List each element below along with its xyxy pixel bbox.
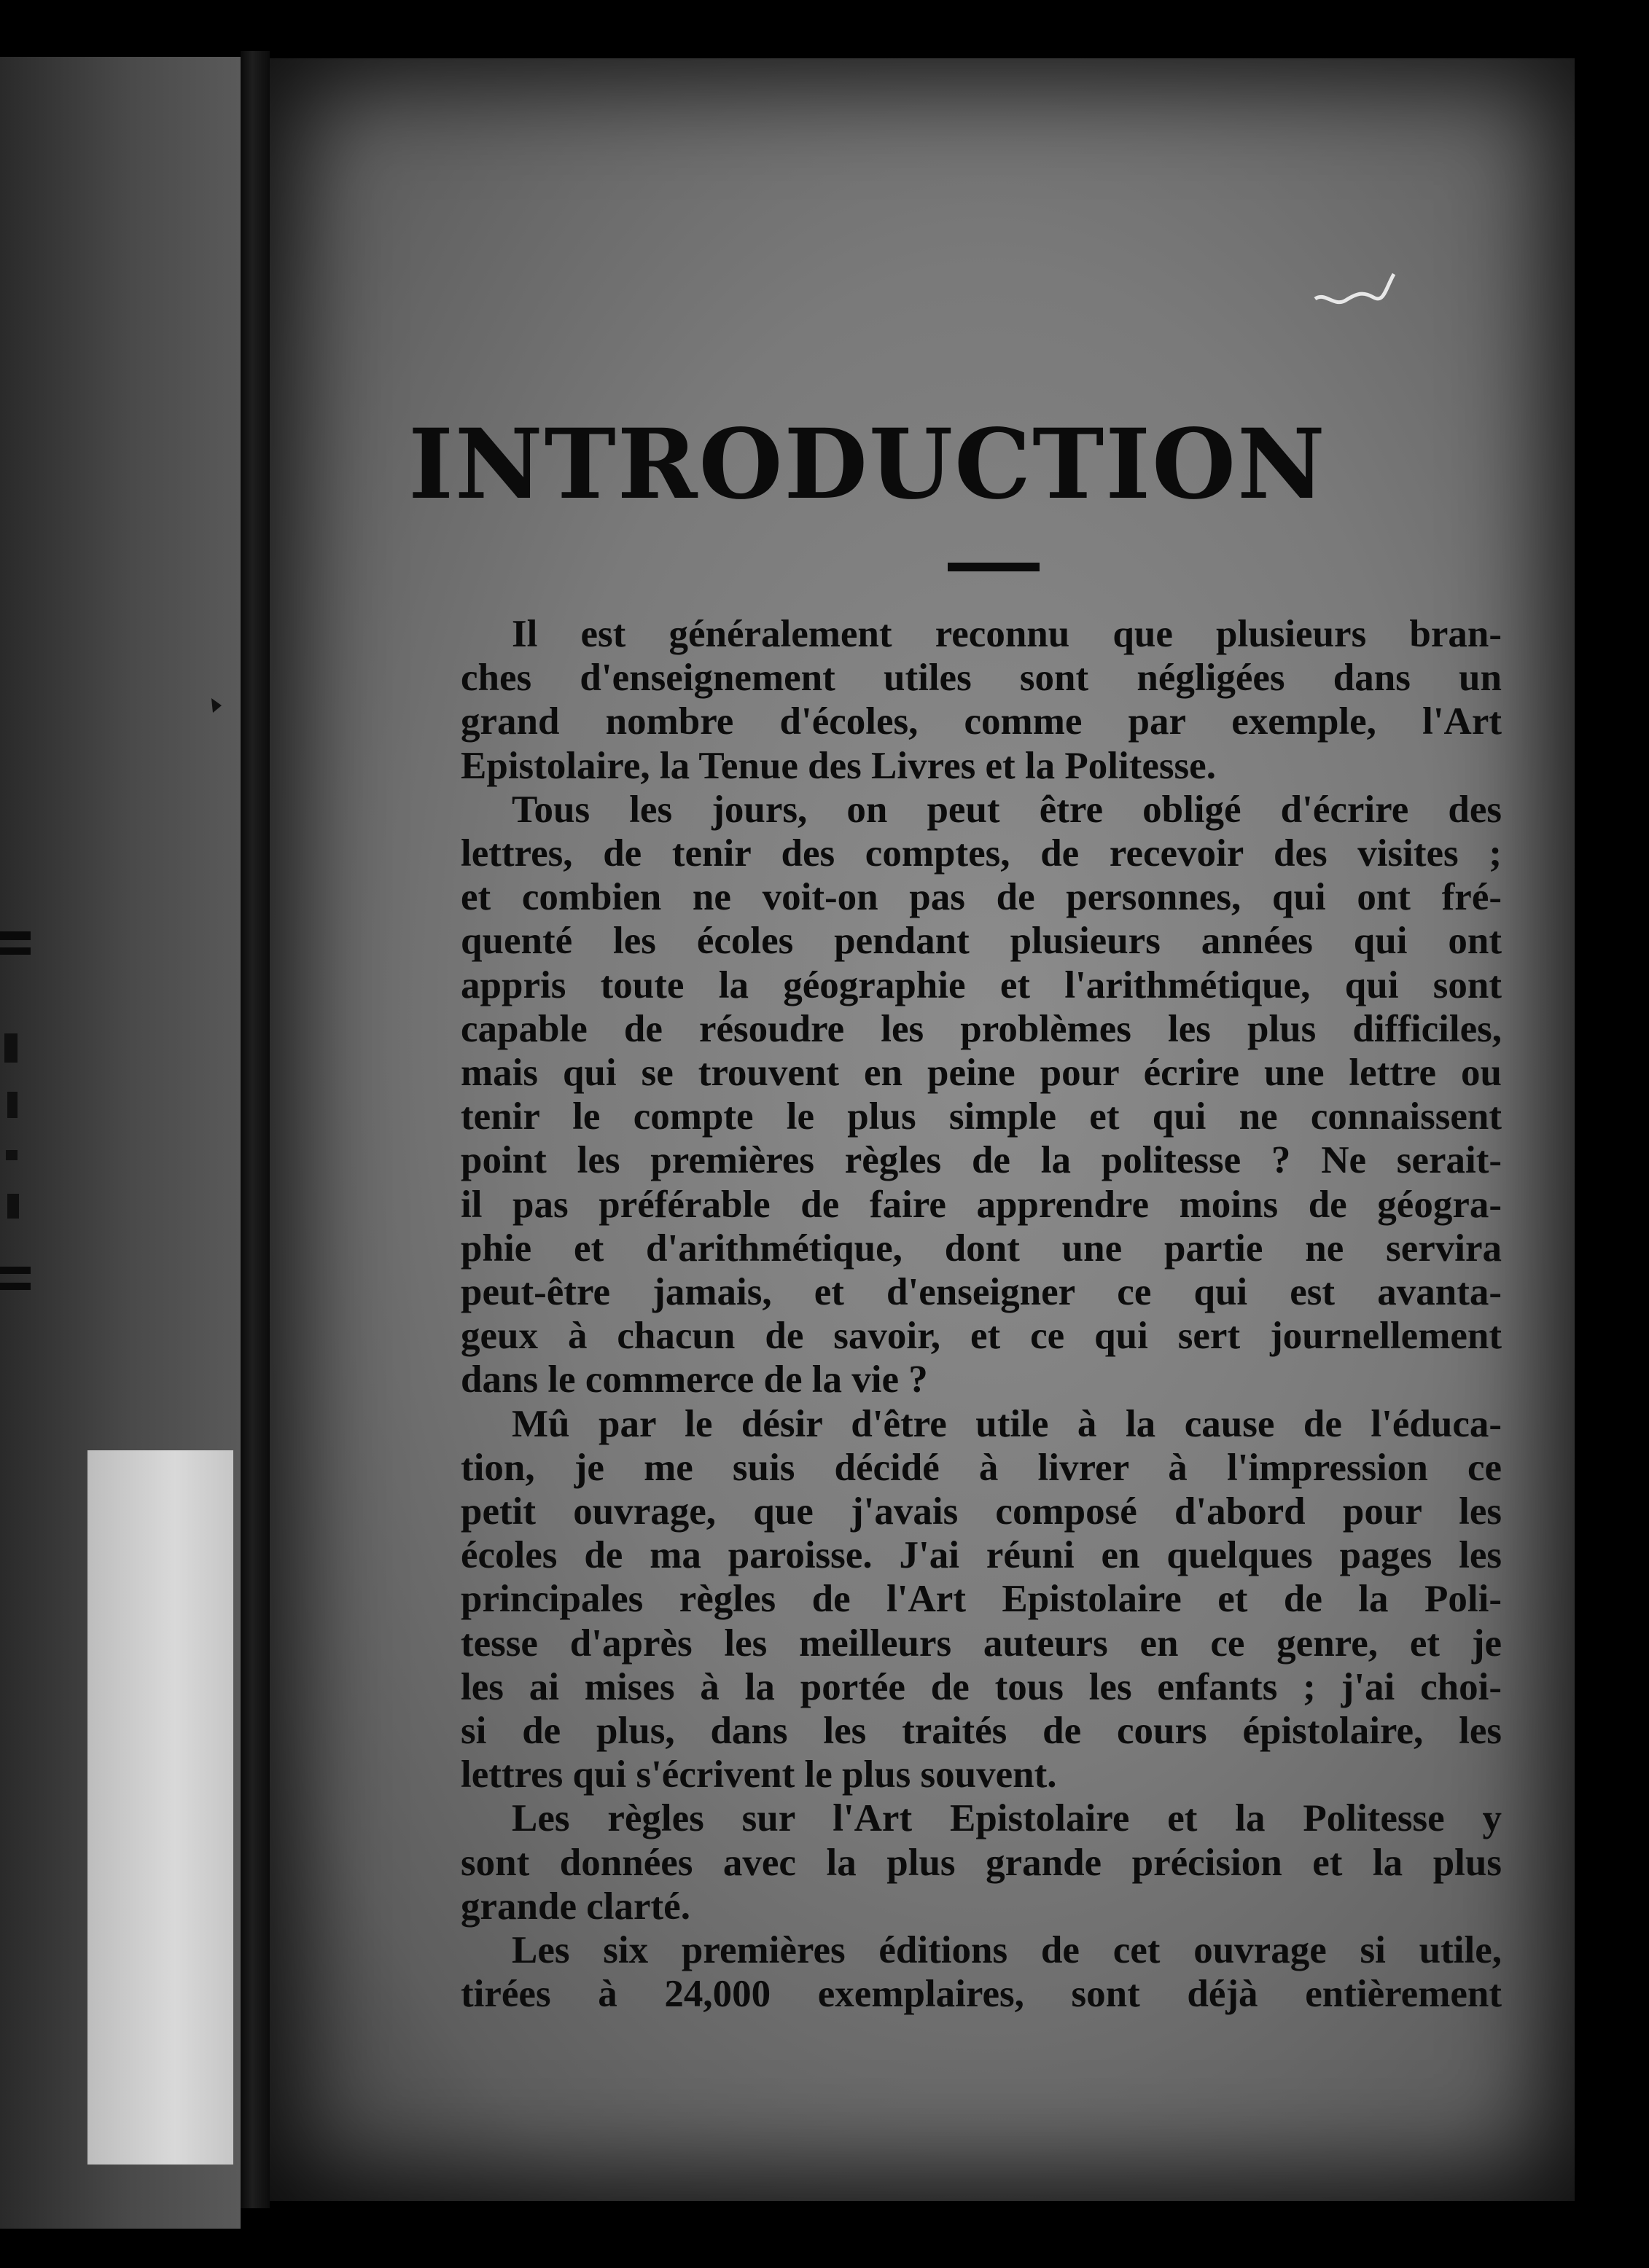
text-line: et combien ne voit-on pas de personnes, qui ont fré-	[461, 876, 1502, 919]
text-line: capable de résoudre les problèmes les plus difficiles,	[461, 1007, 1502, 1050]
text-line: il pas préférable de faire apprendre moins de géogra-	[461, 1183, 1502, 1226]
heading-rule	[948, 563, 1040, 571]
text-line: geux à chacun de savoir, et ce qui sert journellement	[461, 1315, 1502, 1358]
text-line: Mû par le désir d'être utile à la cause de l'éduca-	[512, 1402, 1502, 1445]
text-line: quenté les écoles pendant plusieurs années qui ont	[461, 920, 1502, 963]
text-line: point les premières règles de la politesse ? Ne serait-	[461, 1139, 1502, 1182]
text-line: mais qui se trouvent en peine pour écrire une lettre ou	[461, 1052, 1502, 1095]
introduction-body	[461, 612, 1502, 2017]
text-line: tenir le compte le plus simple et qui ne connaissent	[461, 1095, 1502, 1138]
pen-scribble-mark	[1312, 270, 1400, 321]
text-line: Les règles sur l'Art Epistolaire et la Politesse y	[512, 1797, 1502, 1840]
text-line: Il est généralement reconnu que plusieurs bran-	[512, 613, 1502, 655]
text-line: Tous les jours, on peut être obligé d'écrire des	[512, 788, 1502, 831]
text-line: grande clarté.	[461, 1885, 690, 1928]
text-line: appris toute la géographie et l'arithmétique, qui sont	[461, 963, 1502, 1006]
paper-tab	[87, 1450, 233, 2165]
text-line: dans le commerce de la vie ?	[461, 1358, 928, 1401]
text-line: Epistolaire, la Tenue des Livres et la Politesse.	[461, 744, 1216, 787]
text-line: principales règles de l'Art Epistolaire et de la Poli-	[461, 1578, 1502, 1621]
text-line: ches d'enseignement utiles sont négligées dans un	[461, 657, 1502, 700]
text-line: petit ouvrage, que j'avais composé d'abord pour les	[461, 1490, 1502, 1533]
text-line: si de plus, dans les traités de cours épistolaire, les	[461, 1710, 1502, 1753]
text-line: sont données avec la plus grande précision et la plus	[461, 1841, 1502, 1884]
text-line: lettres qui s'écrivent le plus souvent.	[461, 1753, 1057, 1796]
page-heading: INTRODUCTION	[408, 408, 1327, 521]
text-line: lettres, de tenir des comptes, de recevoir des visites ;	[461, 832, 1502, 875]
text-line: Les six premières éditions de cet ouvrage si utile,	[512, 1929, 1502, 1972]
book-spine-gutter	[241, 51, 270, 2208]
text-line: tesse d'après les meilleurs auteurs en ce genre, et je	[461, 1622, 1502, 1665]
text-line: peut-être jamais, et d'enseigner ce qui est avanta-	[461, 1271, 1502, 1314]
text-line: tirées à 24,000 exemplaires, sont déjà entièrement	[461, 1973, 1502, 2016]
text-line: écoles de ma paroisse. J'ai réuni en quelques pages les	[461, 1534, 1502, 1577]
text-line: phie et d'arithmétique, dont une partie ne servira	[461, 1227, 1502, 1270]
text-line: les ai mises à la portée de tous les enfants ; j'ai choi-	[461, 1665, 1502, 1708]
text-line: tion, je me suis décidé à livrer à l'impression ce	[461, 1446, 1502, 1489]
text-line: grand nombre d'écoles, comme par exemple, l'Art	[461, 700, 1502, 743]
